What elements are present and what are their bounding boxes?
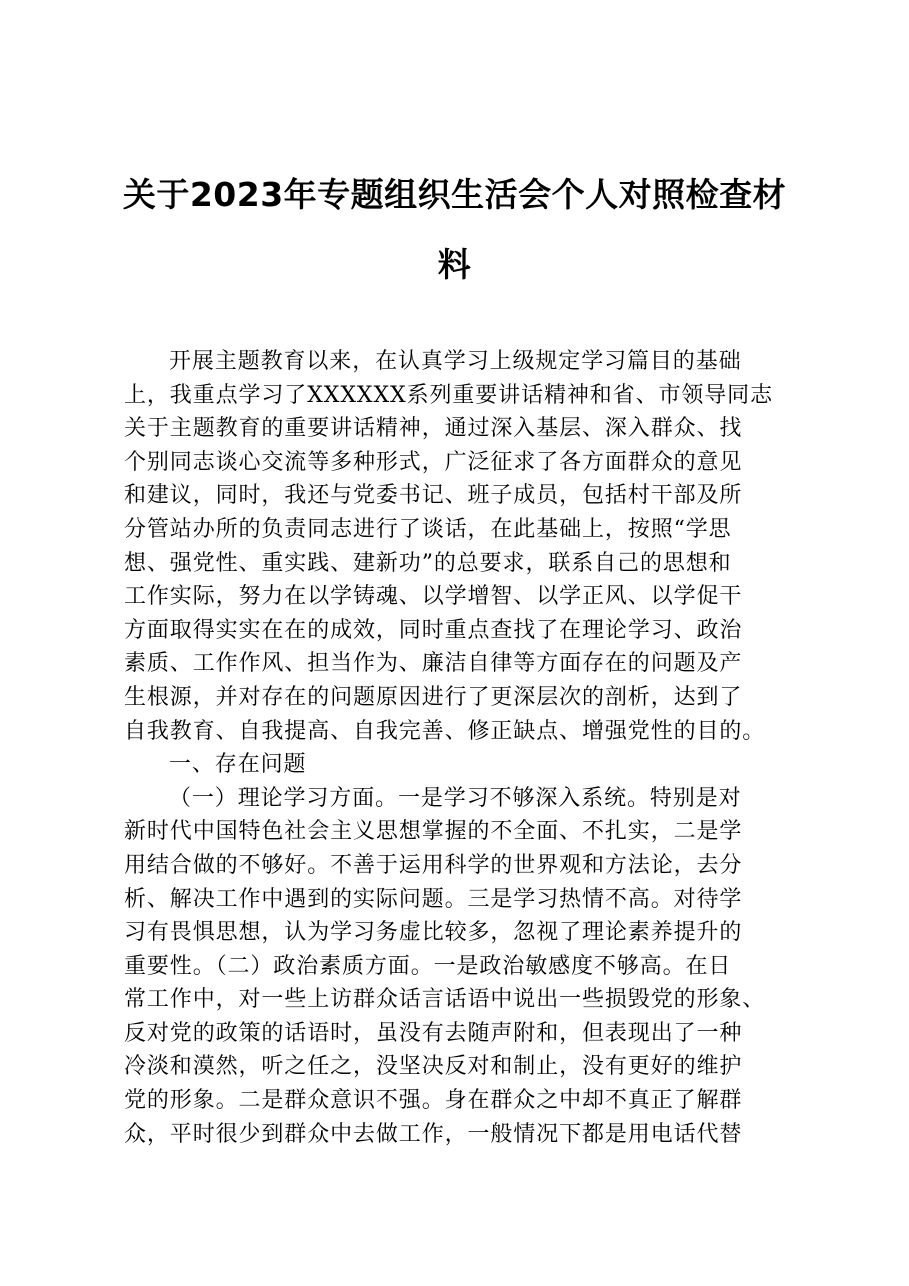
body-line: 想、强党性、重实践、建新功”的总要求，联系自己的思想和 — [124, 550, 732, 576]
body-line: 习有畏惧思想，认为学习务虚比较多，忽视了理论素养提升的 — [124, 920, 743, 946]
body-line: 和建议，同时，我还与党委书记、班子成员，包括村干部及所 — [124, 483, 743, 509]
body-line: 自我教育、自我提高、自我完善、修正缺点、增强党性的目的。 — [124, 718, 766, 744]
body-line: 众，平时很少到群众中去做工作，一般情况下都是用电话代替 — [124, 1121, 743, 1147]
body-line: 工作实际，努力在以学铸魂、以学增智、以学正风、以学促干 — [124, 584, 743, 610]
body-line: 上，我重点学习了XXXXXX系列重要讲话精神和省、市领导同志 — [124, 382, 773, 408]
body-line: （一）理论学习方面。一是学习不够深入系统。特别是对 — [169, 785, 742, 811]
body-line: 素质、工作作风、担当作为、廉洁自律等方面存在的问题及产 — [124, 651, 743, 677]
body-line: 开展主题教育以来，在认真学习上级规定学习篇目的基础 — [169, 349, 742, 374]
body-line: 新时代中国特色社会主义思想掌握的不全面、不扎实，二是学 — [124, 819, 743, 845]
body-line: 个别同志谈心交流等多种形式，广泛征求了各方面群众的意见 — [124, 449, 743, 475]
body-line: 关于主题教育的重要讲话精神，通过深入基层、深入群众、找 — [124, 416, 743, 442]
document-title — [0, 160, 909, 300]
body-line: 析、解决工作中遇到的实际问题。三是学习热情不高。对待学 — [124, 886, 743, 912]
document-body — [124, 345, 796, 1151]
body-line: 一、存在问题 — [169, 752, 307, 778]
body-line: 生根源，并对存在的问题原因进行了更深层次的剖析，达到了 — [124, 684, 743, 710]
body-line: 常工作中，对一些上访群众话言话语中说出一些损毁党的形象、 — [124, 987, 766, 1013]
title-line-1: 关于2023年专题组织生活会个人对照检查材 — [122, 175, 787, 214]
body-line: 用结合做的不够好。不善于运用科学的世界观和方法论，去分 — [124, 852, 743, 878]
body-line: 党的形象。二是群众意识不强。身在群众之中却不真正了解群 — [124, 1088, 743, 1114]
title-line-2: 料 — [437, 245, 472, 284]
body-line: 方面取得实实在在的成效，同时重点查找了在理论学习、政治 — [124, 617, 743, 643]
body-line: 冷淡和漠然，听之任之，没坚决反对和制止，没有更好的维护 — [124, 1054, 743, 1080]
body-line: 反对党的政策的话语时，虽没有去随声附和，但表现出了一种 — [124, 1020, 743, 1046]
body-line: 分管站办所的负责同志进行了谈话，在此基础上，按照“学思 — [124, 516, 732, 542]
body-line: 重要性。（二）政治素质方面。一是政治敏感度不够高。在日 — [124, 953, 732, 979]
